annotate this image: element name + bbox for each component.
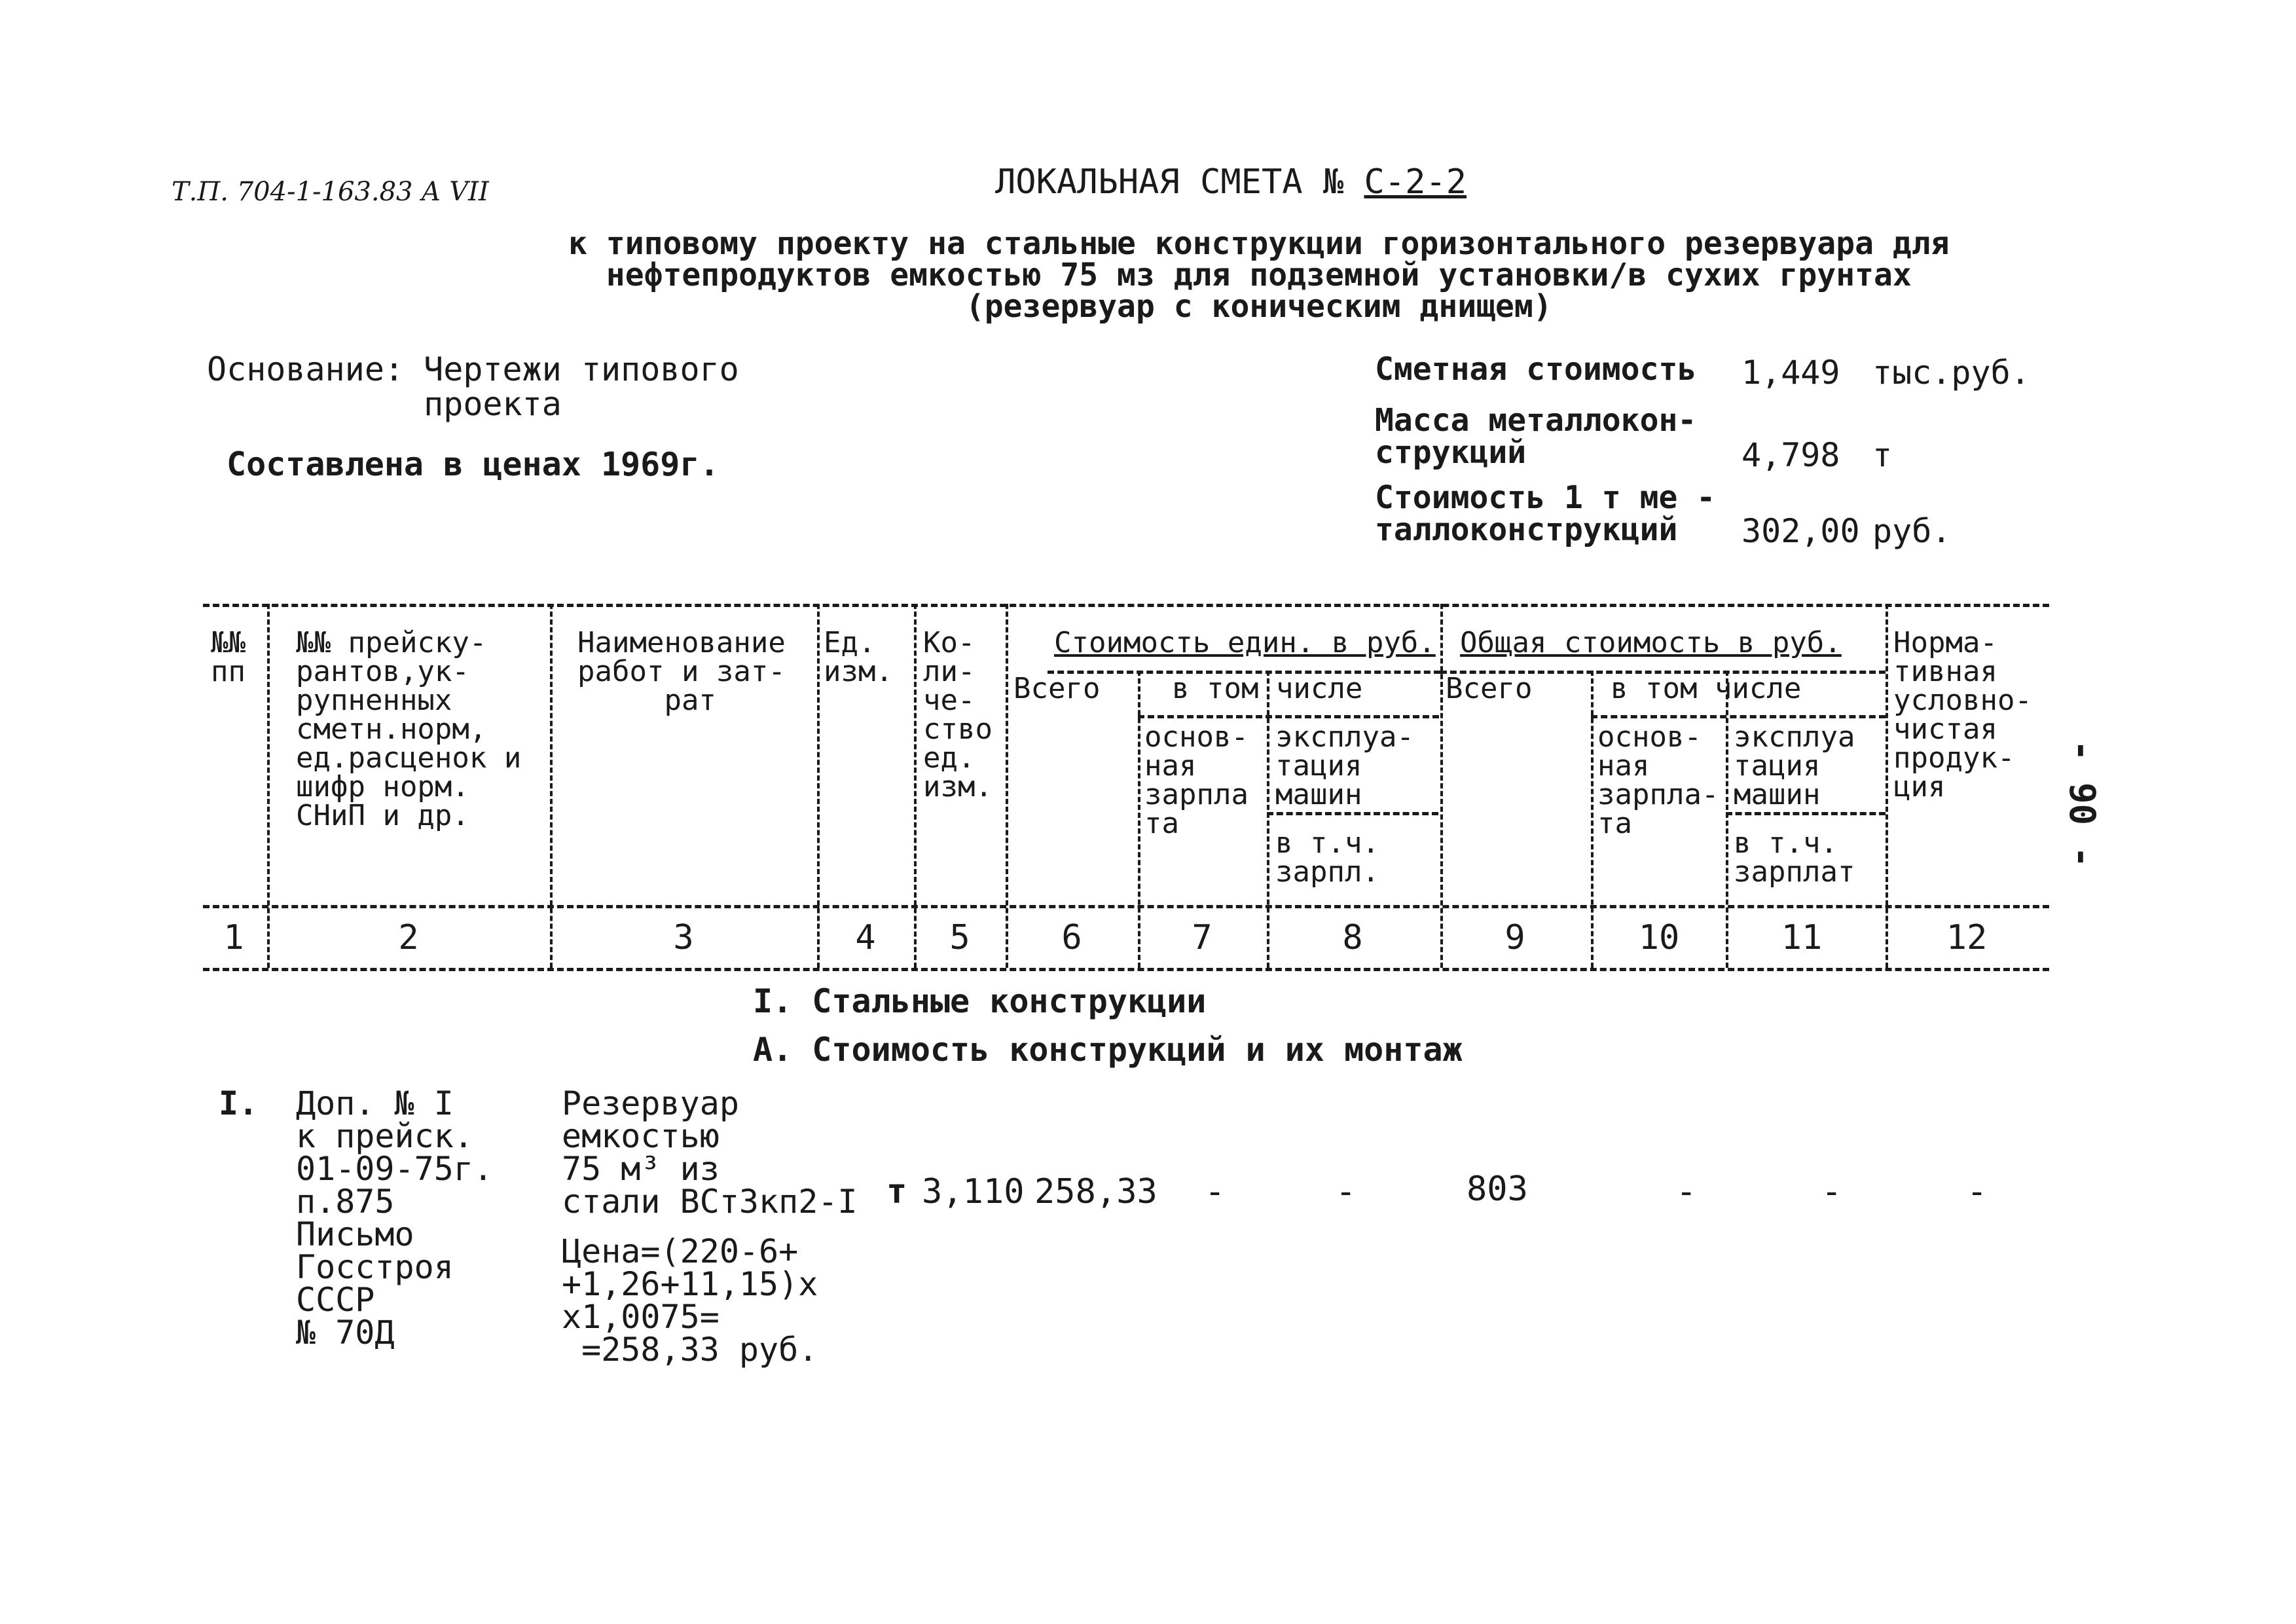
- document-subtitle: к типовому проекту на стальные конструкции горизонтального резервуара для нефтепродуктов емкостью 75 мз для подземной установки/в сухих грунтах (резервуар с коническим днищем): [568, 225, 1950, 325]
- row-1-total-cost: 803: [1467, 1170, 1528, 1209]
- col-divider-1: [267, 604, 270, 968]
- column-number-11: 11: [1781, 918, 1823, 957]
- column-number-9: 9: [1504, 918, 1525, 957]
- table-colnum-bottom-line: [203, 968, 2049, 971]
- col-divider-10: [1726, 671, 1728, 968]
- col-divider-7: [1267, 671, 1269, 968]
- col-divider-5: [1006, 604, 1008, 968]
- unit-eksp-sub-line: [1267, 812, 1438, 815]
- title-prefix: ЛОКАЛЬНАЯ СМЕТА №: [995, 162, 1344, 202]
- col-divider-4: [914, 604, 917, 968]
- total-eksp-sub-line: [1726, 812, 1886, 815]
- header-col-11-sub: в т.ч. зарплат: [1734, 826, 1855, 889]
- column-number-2: 2: [398, 918, 419, 957]
- table-header-bottom-line: [203, 905, 2049, 908]
- header-col-7: основ- ная зарпла та: [1144, 720, 1248, 840]
- composed-prices: Составлена в ценах 1969г.: [227, 445, 720, 483]
- summary-value-cost: 1,449: [1741, 354, 1840, 392]
- header-col-3: Наименование работ и зат- рат: [577, 626, 786, 717]
- section-heading-a: А. Стоимость конструкций и их монтаж: [753, 1031, 1463, 1069]
- summary-unit-mass: т: [1872, 436, 1893, 474]
- row-1-normative-output: -: [1967, 1172, 1988, 1211]
- summary-value-cost-per-ton: 302,00: [1741, 512, 1860, 550]
- basis-text: Основание: Чертежи типового проекта: [207, 350, 739, 423]
- col-divider-3: [817, 604, 820, 968]
- document-title: [995, 162, 1467, 202]
- summary-value-mass: 4,798: [1741, 436, 1840, 474]
- table-top-line: [203, 604, 2049, 607]
- header-col-12: Норма- тивная условно- чистая продук- ция: [1893, 626, 2032, 803]
- header-col-8: эксплуа- тация машин: [1275, 720, 1414, 811]
- row-1-total-cost-machines: -: [1821, 1172, 1842, 1211]
- row-1-total-cost-wages: -: [1676, 1172, 1697, 1211]
- header-unit-cost: Стоимость един. в руб.: [1054, 626, 1436, 659]
- col-divider-9: [1591, 671, 1594, 968]
- page-number: - 90 -: [2062, 740, 2103, 868]
- row-1-unit-cost-machines: -: [1336, 1172, 1357, 1211]
- summary-label-cost: Сметная стоимость: [1375, 351, 1697, 388]
- summary-unit-cost: тыс.руб.: [1872, 354, 2030, 392]
- column-number-10: 10: [1638, 918, 1680, 957]
- column-number-3: 3: [673, 918, 694, 957]
- row-1-number: I.: [219, 1084, 259, 1122]
- column-number-8: 8: [1342, 918, 1363, 957]
- header-unit-v-tom-chisle: в том числе: [1172, 672, 1363, 705]
- total-sub-line-2: [1591, 715, 1886, 718]
- col-divider-11: [1886, 604, 1888, 968]
- header-col-1: №№ пп: [211, 626, 246, 688]
- section-heading-1: I. Стальные конструкции: [753, 982, 1207, 1020]
- header-col-11: эксплуа тация машин: [1734, 720, 1855, 811]
- summary-unit-cost-per-ton: руб.: [1872, 512, 1952, 550]
- header-col-5: Ко- ли- че- ство ед. изм.: [923, 626, 993, 803]
- summary-label-mass: Масса металлокон- струкций: [1375, 402, 1697, 471]
- header-col-2: №№ прейску- рантов,ук- рупненных сметн.норм, ед.расценок и шифр норм. СНиП и др.: [296, 626, 522, 832]
- summary-label-cost-per-ton: Стоимость 1 т ме - таллоконструкций: [1375, 479, 1716, 548]
- col-divider-2: [550, 604, 553, 968]
- row-1-price-calculation: Цена=(220-6+ +1,26+11,15)х х1,0075= =258,33 руб.: [562, 1232, 818, 1369]
- document-code: Т.П. 704-1-163.83 А VII: [172, 177, 489, 207]
- column-number-12: 12: [1946, 918, 1988, 957]
- col-divider-6: [1138, 671, 1140, 968]
- column-number-4: 4: [855, 918, 876, 957]
- column-number-6: 6: [1061, 918, 1082, 957]
- header-col-6-vsego: Всего: [1013, 672, 1101, 705]
- unit-sub-line-2: [1138, 715, 1439, 718]
- header-col-9-vsego: Всего: [1446, 672, 1533, 705]
- header-total-v-tom-chisle: в том числе: [1611, 672, 1802, 705]
- row-1-unit: т: [886, 1172, 907, 1211]
- column-number-5: 5: [949, 918, 970, 957]
- title-number: С-2-2: [1364, 162, 1467, 202]
- column-number-7: 7: [1192, 918, 1212, 957]
- row-1-reference: Доп. № I к прейск. 01-09-75г. п.875 Письмо Госстроя СССР № 70Д: [296, 1084, 494, 1352]
- column-number-1: 1: [223, 918, 244, 957]
- row-1-quantity: 3,110: [922, 1172, 1025, 1211]
- col-divider-8: [1440, 604, 1443, 968]
- header-col-10: основ- ная зарпла- та: [1597, 720, 1719, 840]
- header-total-cost: Общая стоимость в руб.: [1460, 626, 1842, 659]
- row-1-unit-cost-total: 258,33: [1034, 1172, 1157, 1211]
- header-col-8-sub: в т.ч. зарпл.: [1275, 826, 1379, 889]
- row-1-name: Резервуар емкостью 75 м³ из стали ВСт3кп2-I: [562, 1084, 858, 1221]
- row-1-unit-cost-wages: -: [1205, 1172, 1226, 1211]
- header-col-4: Ед. изм.: [824, 626, 893, 688]
